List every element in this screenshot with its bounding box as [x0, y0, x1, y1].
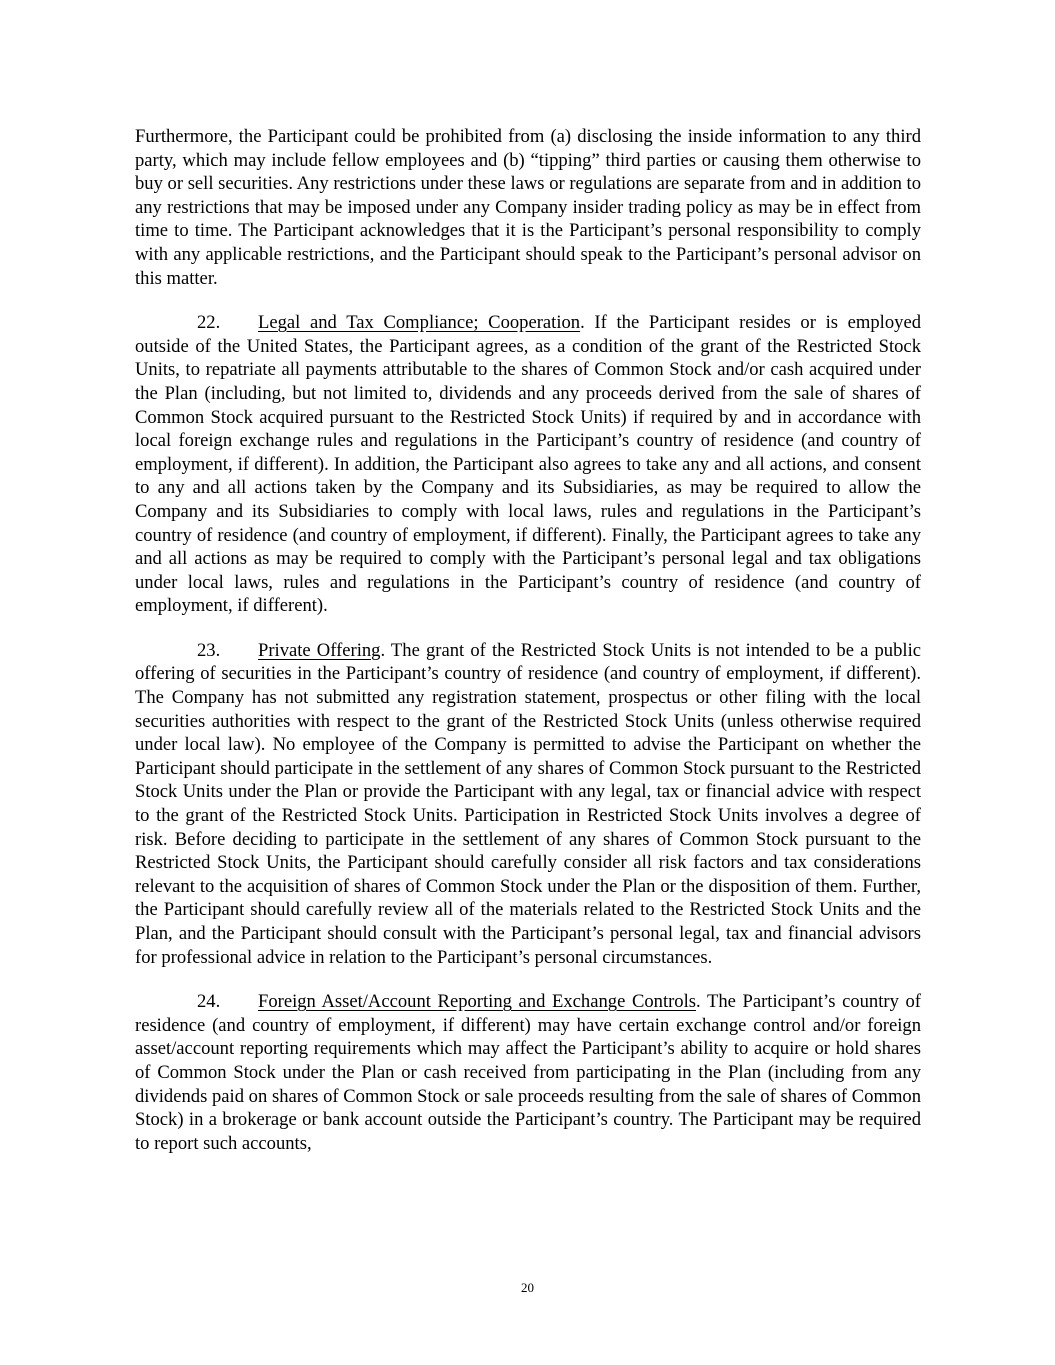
- intro-paragraph: Furthermore, the Participant could be prohibited from (a) disclosing the inside information to any third party, which may include fellow employees and (b) “tipping” third parties or causing them otherwise to buy or sell securities. Any restrictions under these laws or regulations are separate from and in addition to any restrictions that may be imposed under any Company insider trading policy as may be in effect from time to time. The Participant acknowledges that it is the Participant’s personal responsibility to comply with any applicable restrictions, and the Participant should speak to the Participant’s personal advisor on this matter.: [135, 126, 921, 289]
- section-number: 23.: [197, 639, 221, 661]
- section-number: 24.: [197, 991, 221, 1013]
- section-22: [135, 311, 921, 618]
- section-body: . The grant of the Restricted Stock Units is not intended to be a public offering of securities in the Participant’s country of residence (and country of employment, if different). The Company has not submitted any registration statement, prospectus or other filing with the local securities authorities with respect to the grant of the Restricted Stock Units (unless otherwise required under local law). No employee of the Company is permitted to advise the Participant on whether the Participant should participate in the settlement of any shares of Common Stock pursuant to the Restricted Stock Units under the Plan or provide the Participant with any legal, tax or financial advice with respect to the grant of the Restricted Stock Units. Participation in Restricted Stock Units involves a degree of risk. Before deciding to participate in the settlement of any shares of Common Stock pursuant to the Restricted Stock Units, the Participant should carefully consider all risk factors and tax considerations relevant to the acquisition of shares of Common Stock under the Plan or the disposition of them. Further, the Participant should carefully review all of the materials related to the Restricted Stock Units and the Plan, and the Participant should consult with the Participant’s personal legal, tax and financial advisors for professional advice in relation to the Participant’s personal circumstances.: [135, 639, 921, 968]
- document-body: [135, 125, 921, 1176]
- section-heading: Legal and Tax Compliance; Cooperation: [258, 312, 581, 334]
- section-body: . If the Participant resides or is employed outside of the United States, the Participant agrees, as a condition of the grant of the Restricted Stock Units, to repatriate all payments attributable to the shares of Common Stock and/or cash acquired under the Plan (including, but not limited to, dividends and any proceeds derived from the sale of shares of Common Stock acquired pursuant to the Restricted Stock Units) if required by and in accordance with local foreign exchange rules and regulations in the Participant’s country of residence (and country of employment, if different). In addition, the Participant also agrees to take any and all actions, and consent to any and all actions taken by the Company and its Subsidiaries, as may be required to allow the Company and its Subsidiaries to comply with local laws, rules and regulations in the Participant’s country of residence (and country of employment, if different). Finally, the Participant agrees to take any and all actions as may be required to comply with the Participant’s personal legal and tax obligations under local laws, rules and regulations in the Participant’s country of residence (and country of employment, if different).: [135, 312, 921, 617]
- section-number: 22.: [197, 312, 221, 334]
- section-heading: Foreign Asset/Account Reporting and Exchange Controls: [258, 991, 697, 1013]
- section-24: [135, 990, 921, 1155]
- page-number: 20: [521, 1280, 534, 1295]
- section-heading: Private Offering: [258, 639, 381, 661]
- section-23: [135, 639, 921, 969]
- section-body: . The Participant’s country of residence (and country of employment, if different) may have certain exchange control and/or foreign asset/account reporting requirements which may affect the Participant’s ability to acquire or hold shares of Common Stock under the Plan or cash received from participating in the Plan (including from any dividends paid on shares of Common Stock or sale proceeds resulting from the sale of shares of Common Stock) in a brokerage or bank account outside the Participant’s country. The Participant may be required to report such accounts,: [135, 991, 921, 1154]
